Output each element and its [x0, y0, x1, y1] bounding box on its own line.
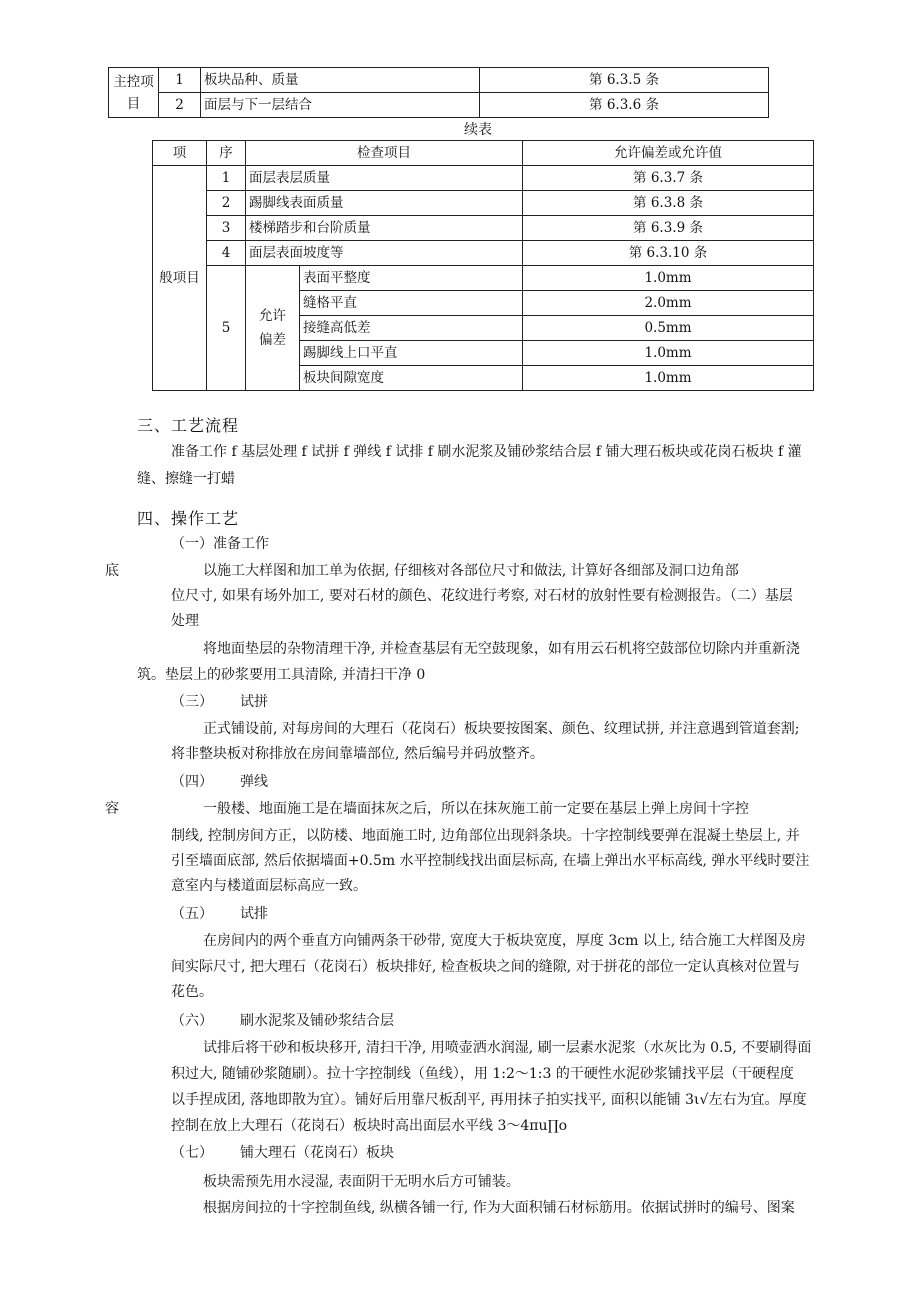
- subheading-6-title: 刷水泥浆及铺砂浆结合层: [240, 1013, 394, 1029]
- row-item: 楼梯踏步和台阶质量: [246, 216, 523, 241]
- subheading-4-title: 弹线: [240, 774, 268, 790]
- row-item: 踢脚线表面质量: [246, 191, 523, 216]
- row-item: 面层表面坡度等: [246, 241, 523, 266]
- table-caption: 续表: [464, 122, 492, 138]
- row-num: 2: [159, 93, 201, 118]
- paragraph-line: 引至墙面底部, 然后依据墙面+0.5m 水平控制线找出面层标高, 在墙上弹出水平标高线, 弹水平线时要注: [171, 853, 810, 869]
- main-control-table: [108, 67, 769, 118]
- subheading-6-num: （六）: [171, 1013, 213, 1029]
- row-value: 2.0mm: [523, 291, 814, 316]
- paragraph-line: 以施工大样图和加工单为依据, 仔细核对各部位尺寸和做法, 计算好各细部及洞口边角部: [203, 563, 739, 579]
- paragraph-line: 积过大, 随铺砂浆随刷）。拉十字控制线（鱼线），用 1:2～1:3 的干硬性水泥砂浆铺找平层（干硬程度: [171, 1066, 794, 1082]
- row-num: 3: [207, 216, 246, 241]
- paragraph-line: 处理: [171, 613, 199, 629]
- section-3-line-2: 缝、擦缝一打蜡: [137, 471, 235, 487]
- paragraph-line: 控制在放上大理石（花岗石）板块时高出面层水平线 3～4πu∏o: [171, 1118, 568, 1134]
- table-row: [153, 216, 814, 241]
- sub-group-label: 允许偏差: [246, 266, 300, 391]
- subheading-5-title: 试排: [240, 906, 268, 922]
- paragraph-line: 将地面垫层的杂物清理干净, 并检查基层有无空鼓现象，如有用云石机将空鼓部位切除内并重新浇: [203, 641, 800, 657]
- general-items-table: [152, 140, 814, 391]
- row-num: 1: [207, 166, 246, 191]
- row-num: 5: [207, 266, 246, 391]
- row-item: 表面平整度: [300, 266, 523, 291]
- table-row: [109, 68, 769, 93]
- table-header-row: [153, 141, 814, 166]
- header-col1: 项: [153, 141, 207, 166]
- subheading-5-num: （五）: [171, 906, 213, 922]
- subheading-1: （一）准备工作: [171, 536, 269, 552]
- row-value: 0.5mm: [523, 316, 814, 341]
- table-row: [109, 93, 769, 118]
- paragraph-line: 板块需预先用水浸湿, 表面阴干无明水后方可铺装。: [203, 1174, 520, 1190]
- row-num: 2: [207, 191, 246, 216]
- row-value: 第 6.3.10 条: [523, 241, 814, 266]
- paragraph-line: 一般楼、地面施工是在墙面抹灰之后，所以在抹灰施工前一定要在基层上弹上房间十字控: [203, 801, 749, 817]
- paragraph-line: 以手捏成团, 落地即散为宜）。铺好后用靠尺板刮平, 再用抹子拍实找平, 面积以能铺 3ι√左右为宜。厚度: [171, 1092, 807, 1108]
- subheading-3-title: 试拼: [240, 694, 268, 710]
- row-value: 1.0mm: [523, 266, 814, 291]
- header-col2: 序: [207, 141, 246, 166]
- group-label-main: 主控项目: [109, 68, 159, 118]
- row-value: 1.0mm: [523, 341, 814, 366]
- paragraph-line: 间实际尺寸, 把大理石（花岗石）板块排好, 检查板块之间的缝隙, 对于拼花的部位一定认真核对位置与: [171, 959, 800, 975]
- header-col3: 检查项目: [246, 141, 523, 166]
- row-value: 1.0mm: [523, 366, 814, 391]
- section-3-line-1: 准备工作 f 基层处理 f 试拼 f 弹线 f 试排 f 刷水泥浆及铺砂浆结合层 f 铺大理石板块或花岗石板块 f 灌: [171, 444, 802, 460]
- row-num: 4: [207, 241, 246, 266]
- row-item: 板块品种、质量: [201, 68, 480, 93]
- header-col4: 允许偏差或允许值: [523, 141, 814, 166]
- row-item: 接缝高低差: [300, 316, 523, 341]
- subheading-3-num: （三）: [171, 694, 213, 710]
- paragraph-line: 将非整块板对称排放在房间靠墙部位, 然后编号并码放整齐。: [171, 746, 544, 762]
- paragraph-line: 试排后将干砂和板块移开, 清扫干净, 用喷壶洒水润湿, 刷一层素水泥浆（水灰比为 0.5, 不要刷得面: [203, 1040, 812, 1056]
- row-item: 面层与下一层结合: [201, 93, 480, 118]
- side-char-1: 底: [105, 563, 119, 579]
- paragraph-line: 根据房间拉的十字控制鱼线, 纵横各铺一行, 作为大面积铺石材标筋用。依据试拼时的编号、图案: [203, 1200, 795, 1216]
- row-item: 面层表层质量: [246, 166, 523, 191]
- table-row: [153, 241, 814, 266]
- group-label-general: 般项目: [153, 166, 207, 391]
- paragraph-line: 筑。垫层上的砂浆要用工具清除, 并清扫干净 0: [137, 667, 426, 683]
- paragraph-line: 位尺寸, 如果有场外加工, 要对石材的颜色、花纹进行考察, 对石材的放射性要有检测报告。（二）基层: [171, 588, 793, 604]
- row-item: 板块间隙宽度: [300, 366, 523, 391]
- row-value: 第 6.3.7 条: [523, 166, 814, 191]
- paragraph-line: 制线, 控制房间方正，以防楼、地面施工时, 边角部位出现斜条块。十字控制线要弹在混凝土垫层上, 并: [171, 828, 800, 844]
- section-4-title: 四、操作工艺: [137, 509, 240, 528]
- subheading-7-title: 铺大理石（花岗石）板块: [240, 1145, 394, 1161]
- paragraph-line: 花色。: [171, 984, 213, 1000]
- row-item: 踢脚线上口平直: [300, 341, 523, 366]
- row-value: 第 6.3.5 条: [480, 68, 769, 93]
- table-row: [153, 166, 814, 191]
- row-value: 第 6.3.8 条: [523, 191, 814, 216]
- table-row: [153, 191, 814, 216]
- table-row: [153, 266, 814, 291]
- paragraph-line: 正式铺设前, 对每房间的大理石（花岗石）板块要按图案、颜色、纹理试拼, 并注意遇到管道套割;: [203, 721, 800, 737]
- row-item: 缝格平直: [300, 291, 523, 316]
- paragraph-line: 意室内与楼道面层标高应一致。: [171, 878, 367, 894]
- section-3-title: 三、工艺流程: [137, 416, 240, 435]
- paragraph-line: 在房间内的两个垂直方向铺两条干砂带, 宽度大于板块宽度，厚度 3cm 以上, 结合施工大样图及房: [203, 933, 806, 949]
- subheading-7-num: （七）: [171, 1145, 213, 1161]
- row-value: 第 6.3.6 条: [480, 93, 769, 118]
- row-num: 1: [159, 68, 201, 93]
- side-char-2: 容: [105, 801, 119, 817]
- row-value: 第 6.3.9 条: [523, 216, 814, 241]
- subheading-4-num: （四）: [171, 774, 213, 790]
